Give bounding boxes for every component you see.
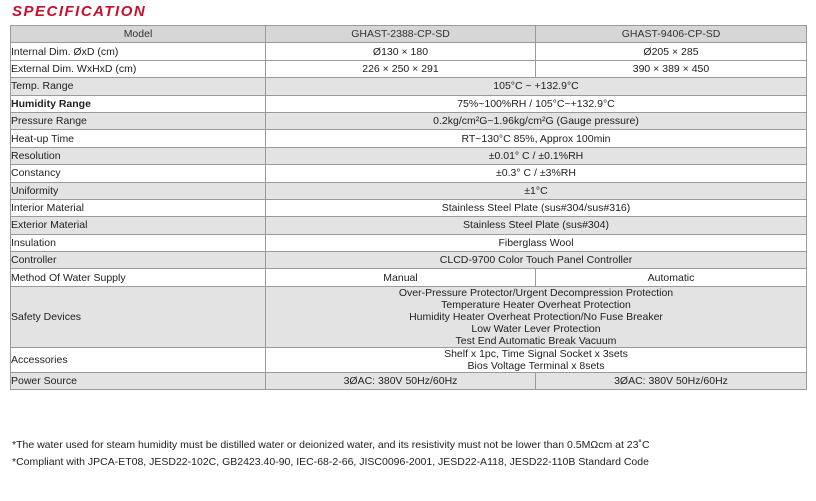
- page-title: SPECIFICATION: [12, 3, 147, 20]
- row-label: Internal Dim. ØxD (cm): [11, 43, 266, 60]
- row-external-dim: [11, 60, 807, 77]
- row-controller: [11, 252, 807, 269]
- row-value: 3ØAC: 380V 50Hz/60Hz: [536, 372, 807, 389]
- row-value: CLCD-9700 Color Touch Panel Controller: [266, 252, 807, 269]
- header-model: Model: [11, 26, 266, 43]
- row-heatup-time: [11, 130, 807, 147]
- row-label: Resolution: [11, 147, 266, 164]
- row-label: Insulation: [11, 234, 266, 251]
- row-value: 226 × 250 × 291: [266, 60, 536, 77]
- row-label: Humidity Range: [11, 95, 266, 112]
- row-resolution: [11, 147, 807, 164]
- row-value: ±0.3° C / ±3%RH: [266, 165, 807, 182]
- footnotes: [12, 437, 650, 471]
- row-value: Automatic: [536, 269, 807, 286]
- row-label: Controller: [11, 252, 266, 269]
- row-value: ±0.01° C / ±0.1%RH: [266, 147, 807, 164]
- header-model-1: GHAST-2388-CP-SD: [266, 26, 536, 43]
- row-value: Stainless Steel Plate (sus#304/sus#316): [266, 199, 807, 216]
- row-temp-range: [11, 78, 807, 95]
- row-pressure-range: [11, 112, 807, 129]
- row-constancy: [11, 165, 807, 182]
- accessory-line: Bios Voltage Terminal x 8sets: [467, 359, 605, 372]
- row-value: [266, 286, 807, 347]
- safety-line: Temperature Heater Overheat Protection: [441, 298, 631, 311]
- footnote: *Compliant with JPCA-ET08, JESD22-102C, GB2423.40-90, IEC-68-2-66, JISC0096-2001, JESD22-A118, JESD22-110B Standard Code: [12, 456, 649, 468]
- row-label: Pressure Range: [11, 112, 266, 129]
- row-value: 0.2kg/cm²G~1.96kg/cm²G (Gauge pressure): [266, 112, 807, 129]
- row-value: Stainless Steel Plate (sus#304): [266, 217, 807, 234]
- row-value: ±1°C: [266, 182, 807, 199]
- row-value: Manual: [266, 269, 536, 286]
- specification-table: [10, 25, 807, 390]
- row-water-supply: [11, 269, 807, 286]
- row-value: 105°C ~ +132.9°C: [266, 78, 807, 95]
- row-value: 3ØAC: 380V 50Hz/60Hz: [266, 372, 536, 389]
- row-safety-devices: [11, 286, 807, 347]
- row-value: RT~130°C 85%, Approx 100min: [266, 130, 807, 147]
- row-label: Safety Devices: [11, 286, 266, 347]
- safety-line: Humidity Heater Overheat Protection/No Fuse Breaker: [409, 310, 663, 323]
- footnote: *The water used for steam humidity must be distilled water or deionized water, and its resistivity must not be lower than 0.5MΩcm at 23˚C: [12, 439, 650, 451]
- row-internal-dim: [11, 43, 807, 60]
- row-humidity-range: [11, 95, 807, 112]
- row-label: Heat-up Time: [11, 130, 266, 147]
- row-value: 390 × 389 × 450: [536, 60, 807, 77]
- row-label: External Dim. WxHxD (cm): [11, 60, 266, 77]
- header-model-2: GHAST-9406-CP-SD: [536, 26, 807, 43]
- row-uniformity: [11, 182, 807, 199]
- row-label: Uniformity: [11, 182, 266, 199]
- row-label: Accessories: [11, 347, 266, 372]
- safety-line: Test End Automatic Break Vacuum: [455, 334, 617, 347]
- safety-line: Low Water Lever Protection: [471, 322, 601, 335]
- row-label: Method Of Water Supply: [11, 269, 266, 286]
- row-accessories: [11, 347, 807, 372]
- row-insulation: [11, 234, 807, 251]
- row-label: Power Source: [11, 372, 266, 389]
- row-value: Ø205 × 285: [536, 43, 807, 60]
- row-value: Fiberglass Wool: [266, 234, 807, 251]
- row-value: 75%~100%RH / 105°C~+132.9°C: [266, 95, 807, 112]
- row-exterior-material: [11, 217, 807, 234]
- row-label: Exterior Material: [11, 217, 266, 234]
- row-value: [266, 347, 807, 372]
- row-label: Interior Material: [11, 199, 266, 216]
- table-header-row: [11, 26, 807, 43]
- row-interior-material: [11, 199, 807, 216]
- row-label: Temp. Range: [11, 78, 266, 95]
- safety-line: Over-Pressure Protector/Urgent Decompression Protection: [398, 286, 674, 299]
- accessory-line: Shelf x 1pc, Time Signal Socket x 3sets: [444, 347, 628, 360]
- row-label: Constancy: [11, 165, 266, 182]
- row-power-source: [11, 372, 807, 389]
- row-value: Ø130 × 180: [266, 43, 536, 60]
